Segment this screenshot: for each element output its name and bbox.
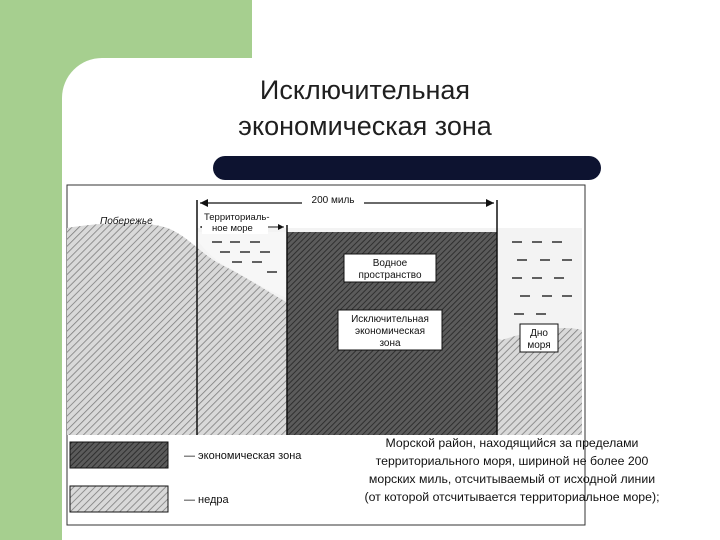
seabed-label-2: моря bbox=[527, 340, 551, 351]
coast-label: Побережье bbox=[100, 216, 153, 227]
definition-text bbox=[326, 434, 698, 506]
seabed-label-1: Дно bbox=[530, 328, 548, 339]
eez-label-3: зона bbox=[379, 338, 401, 349]
eez-label-2: экономическая bbox=[354, 326, 426, 337]
legend-swatch-eez bbox=[70, 442, 168, 468]
distance-label: 200 миль bbox=[311, 195, 355, 206]
title-line-2: экономическая зона bbox=[238, 111, 492, 141]
slide-title bbox=[150, 72, 580, 144]
title-line-1: Исключительная bbox=[259, 75, 471, 105]
legend-label-eez: — экономическая зона bbox=[184, 450, 302, 462]
water-space-label-1: Водное bbox=[372, 258, 408, 269]
water-space-label-2: пространство bbox=[358, 270, 422, 281]
eez-label-1: Исключительная bbox=[351, 314, 429, 325]
definition-line-4: (от которой отсчитывается территориальное море); bbox=[364, 490, 660, 504]
title-divider bbox=[213, 156, 601, 180]
legend-label-subsoil: — недра bbox=[184, 494, 229, 506]
definition-line-2: территориального моря, шириной не более 200 bbox=[375, 454, 649, 468]
territorial-sea-label-2: ное море bbox=[212, 223, 253, 234]
definition-line-1: Морской район, находящийся за пределами bbox=[385, 436, 639, 450]
territorial-sea-label-1: Территориаль- bbox=[204, 212, 270, 223]
legend-swatch-subsoil bbox=[70, 486, 168, 512]
definition-line-3: морских миль, отсчитываемый от исходной линии bbox=[368, 472, 656, 486]
top-accent-bar bbox=[0, 0, 252, 58]
